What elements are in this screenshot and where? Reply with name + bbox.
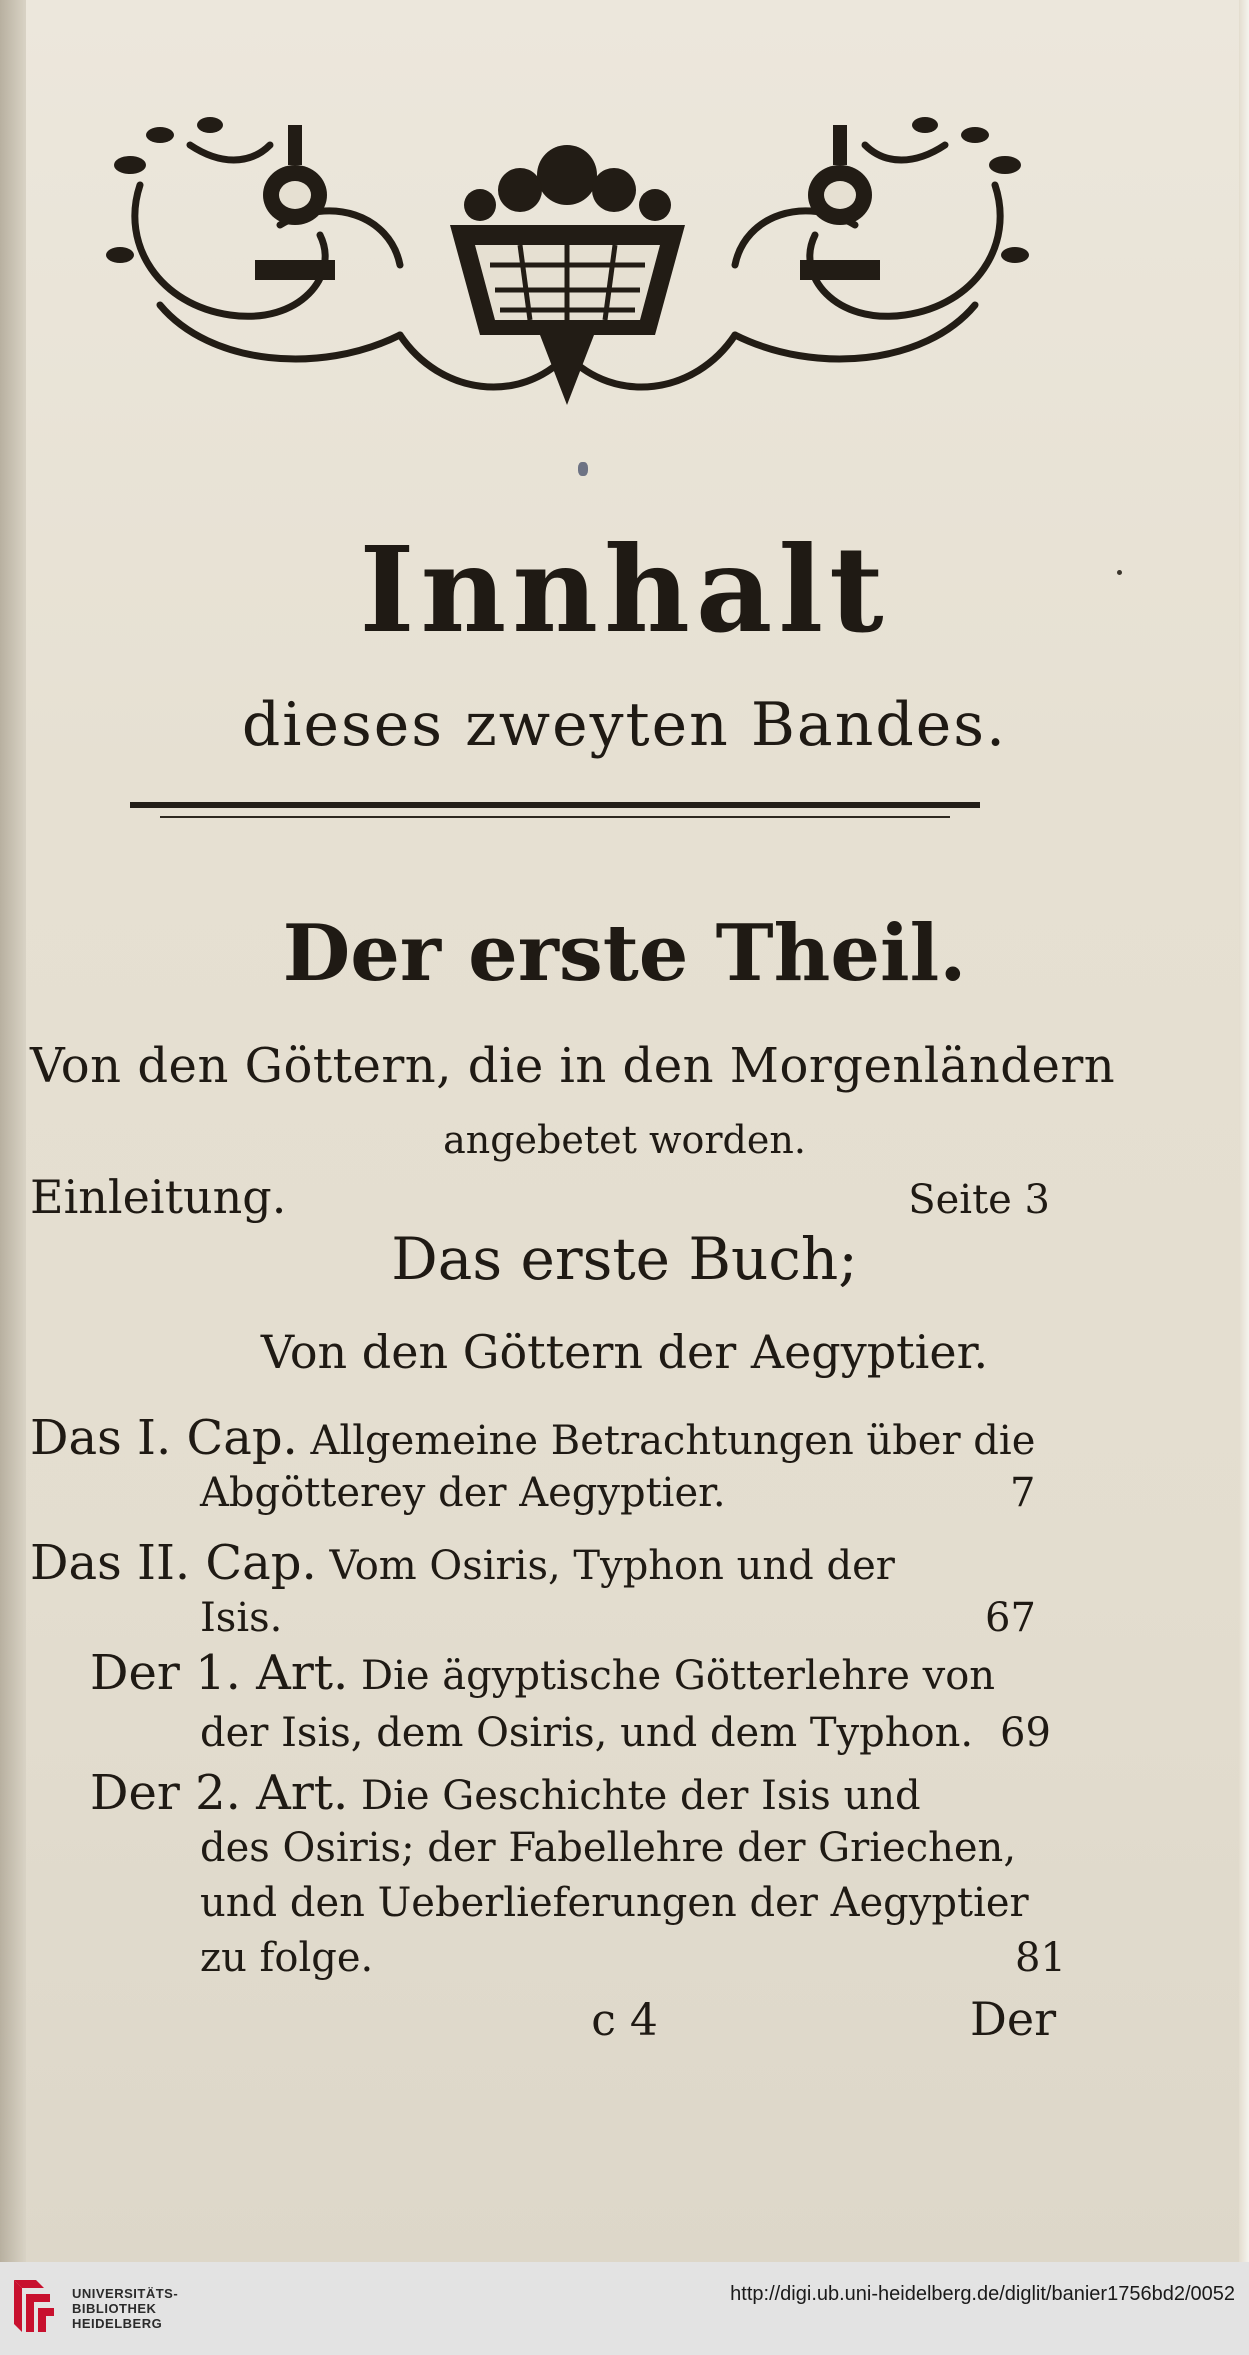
library-name xyxy=(72,2286,178,2331)
toc-entry-text: Vom Osiris, Typhon und der xyxy=(329,1543,895,1589)
toc-introduction-row xyxy=(30,1170,1050,1224)
signature-mark: c 4 xyxy=(591,1995,658,2046)
university-library-logo-icon xyxy=(10,2272,58,2340)
toc-entry-text: Allgemeine Betrachtungen über die xyxy=(310,1418,1036,1464)
toc-entry-line xyxy=(90,1765,921,1821)
double-rule-divider xyxy=(130,802,980,826)
toc-entry-lead: Der 2. Art. xyxy=(90,1765,349,1821)
toc-entry-line: des Osiris; der Fabellehre der Griechen, xyxy=(200,1825,1017,1871)
catchword: Der xyxy=(970,1992,1057,2046)
toc-entry-line xyxy=(30,1410,1035,1466)
part-subheading: Von den Göttern, die in den Morgenländern xyxy=(30,1038,1116,1094)
ink-smudge xyxy=(578,462,588,476)
part-heading: Der erste Theil. xyxy=(282,908,967,999)
part-subheading-continuation: angebetet worden. xyxy=(443,1118,806,1162)
toc-entry-text: Die ägyptische Götterlehre von xyxy=(361,1653,996,1699)
toc-entry-line: zu folge. xyxy=(200,1935,374,1981)
library-name-line: HEIDELBERG xyxy=(72,2316,163,2331)
toc-introduction-page: Seite 3 xyxy=(908,1177,1050,1223)
toc-entry-page: 67 xyxy=(985,1595,1036,1641)
library-name-line: UNIVERSITÄTS- xyxy=(72,2286,179,2301)
toc-entry-line xyxy=(30,1535,895,1591)
toc-entry-line: der Isis, dem Osiris, und dem Typhon. xyxy=(200,1710,974,1756)
toc-entry-line: und den Ueberlieferungen der Aegyptier xyxy=(200,1880,1029,1926)
viewer-footer-bar xyxy=(0,2262,1249,2355)
toc-entry-line: Abgötterey der Aegyptier. xyxy=(200,1470,726,1516)
page-title: Innhalt xyxy=(359,520,890,659)
toc-entry-line: Isis. xyxy=(200,1595,283,1641)
book-subheading: Von den Göttern der Aegyptier. xyxy=(260,1325,989,1379)
toc-entry-lead: Das II. Cap. xyxy=(30,1535,317,1591)
toc-entry-text: Die Geschichte der Isis und xyxy=(361,1773,921,1819)
toc-entry-lead: Der 1. Art. xyxy=(90,1645,349,1701)
permalink-url[interactable]: http://digi.ub.uni-heidelberg.de/diglit/banier1756bd2/0052 xyxy=(730,2283,1235,2305)
toc-entry-lead: Das I. Cap. xyxy=(30,1410,298,1466)
page-subtitle: dieses zweyten Bandes. xyxy=(241,690,1008,760)
toc-entry-page: 81 xyxy=(1015,1935,1066,1981)
decorative-headpiece-ornament xyxy=(100,105,1035,415)
library-name-line: BIBLIOTHEK xyxy=(72,2301,157,2316)
toc-entry-page: 7 xyxy=(1010,1470,1036,1516)
book-heading: Das erste Buch; xyxy=(391,1225,858,1293)
toc-introduction-label: Einleitung. xyxy=(30,1170,287,1224)
toc-entry-line xyxy=(90,1645,995,1701)
toc-entry-page: 69 xyxy=(1000,1710,1051,1756)
